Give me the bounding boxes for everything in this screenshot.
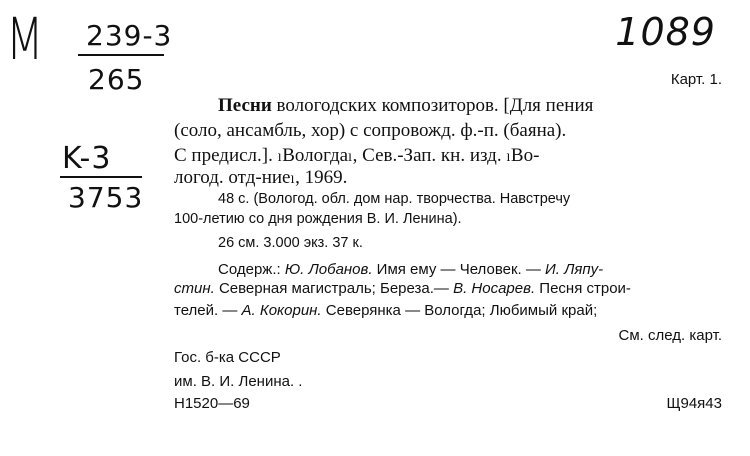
contents-text: Северная магистраль; Береза.— — [218, 280, 449, 297]
handwritten-shelf-letter: M — [6, 5, 45, 73]
contents-text: Имя ему — Человек. — — [376, 261, 541, 278]
contents-author: В. Носарев. — [453, 280, 536, 297]
imprint-line-2: логод. отд-ниеₗ, 1969. — [174, 167, 348, 188]
contents-line-2 — [174, 281, 631, 296]
card-number: Карт. 1. — [670, 71, 722, 88]
title-bold: Песни — [218, 95, 272, 116]
contents-line-1 — [218, 262, 603, 277]
handwritten-collection-code-top: K-3 — [62, 141, 112, 176]
contents-text: Песня строи- — [539, 280, 631, 297]
handwritten-shelf-number-top: 239-3 — [86, 19, 173, 52]
contents-prefix: Содерж.: — [218, 261, 281, 278]
contents-author: И. Ляпу- — [545, 261, 604, 278]
contents-author: А. Кокорин. — [241, 302, 322, 319]
handwritten-divider-middle — [60, 176, 142, 178]
title-line — [218, 96, 593, 115]
contents-author: Ю. Лобанов. — [284, 261, 373, 278]
contents-author: стин. — [174, 280, 215, 297]
classification-code: Щ94я43 — [666, 395, 722, 412]
library-name: Гос. б-ка СССР — [174, 349, 281, 366]
inventory-number: Н1520—69 — [174, 395, 250, 412]
contents-text: Северянка — Вологда; Любимый край; — [325, 302, 598, 319]
handwritten-shelf-number-bottom: 265 — [88, 63, 145, 96]
series-note: 100-летию со дня рождения В. И. Ленина). — [174, 211, 462, 227]
title-rest: вологодских композиторов. [Для пения — [276, 95, 594, 116]
handwritten-collection-code-bottom: 3753 — [68, 181, 144, 214]
contents-text: телей. — — [174, 302, 238, 319]
continued-note: См. след. карт. — [618, 327, 722, 344]
contents-line-3 — [174, 303, 597, 318]
library-name-2: им. В. И. Ленина. . — [174, 373, 303, 390]
handwritten-accession-number: 1089 — [615, 10, 716, 54]
physical-description: 48 с. (Вологод. обл. дом нар. творчества. Навстречу — [218, 191, 571, 207]
handwritten-divider-top — [78, 54, 164, 56]
title-line-2: (соло, ансамбль, хор) с сопровожд. ф.-п. (баяна). — [174, 120, 567, 141]
size-and-price: 26 см. 3.000 экз. 37 к. — [218, 235, 363, 251]
imprint-line: С предисл.]. ₗВологдаₗ, Сев.-Зап. кн. изд. ₗВо- — [174, 145, 540, 166]
